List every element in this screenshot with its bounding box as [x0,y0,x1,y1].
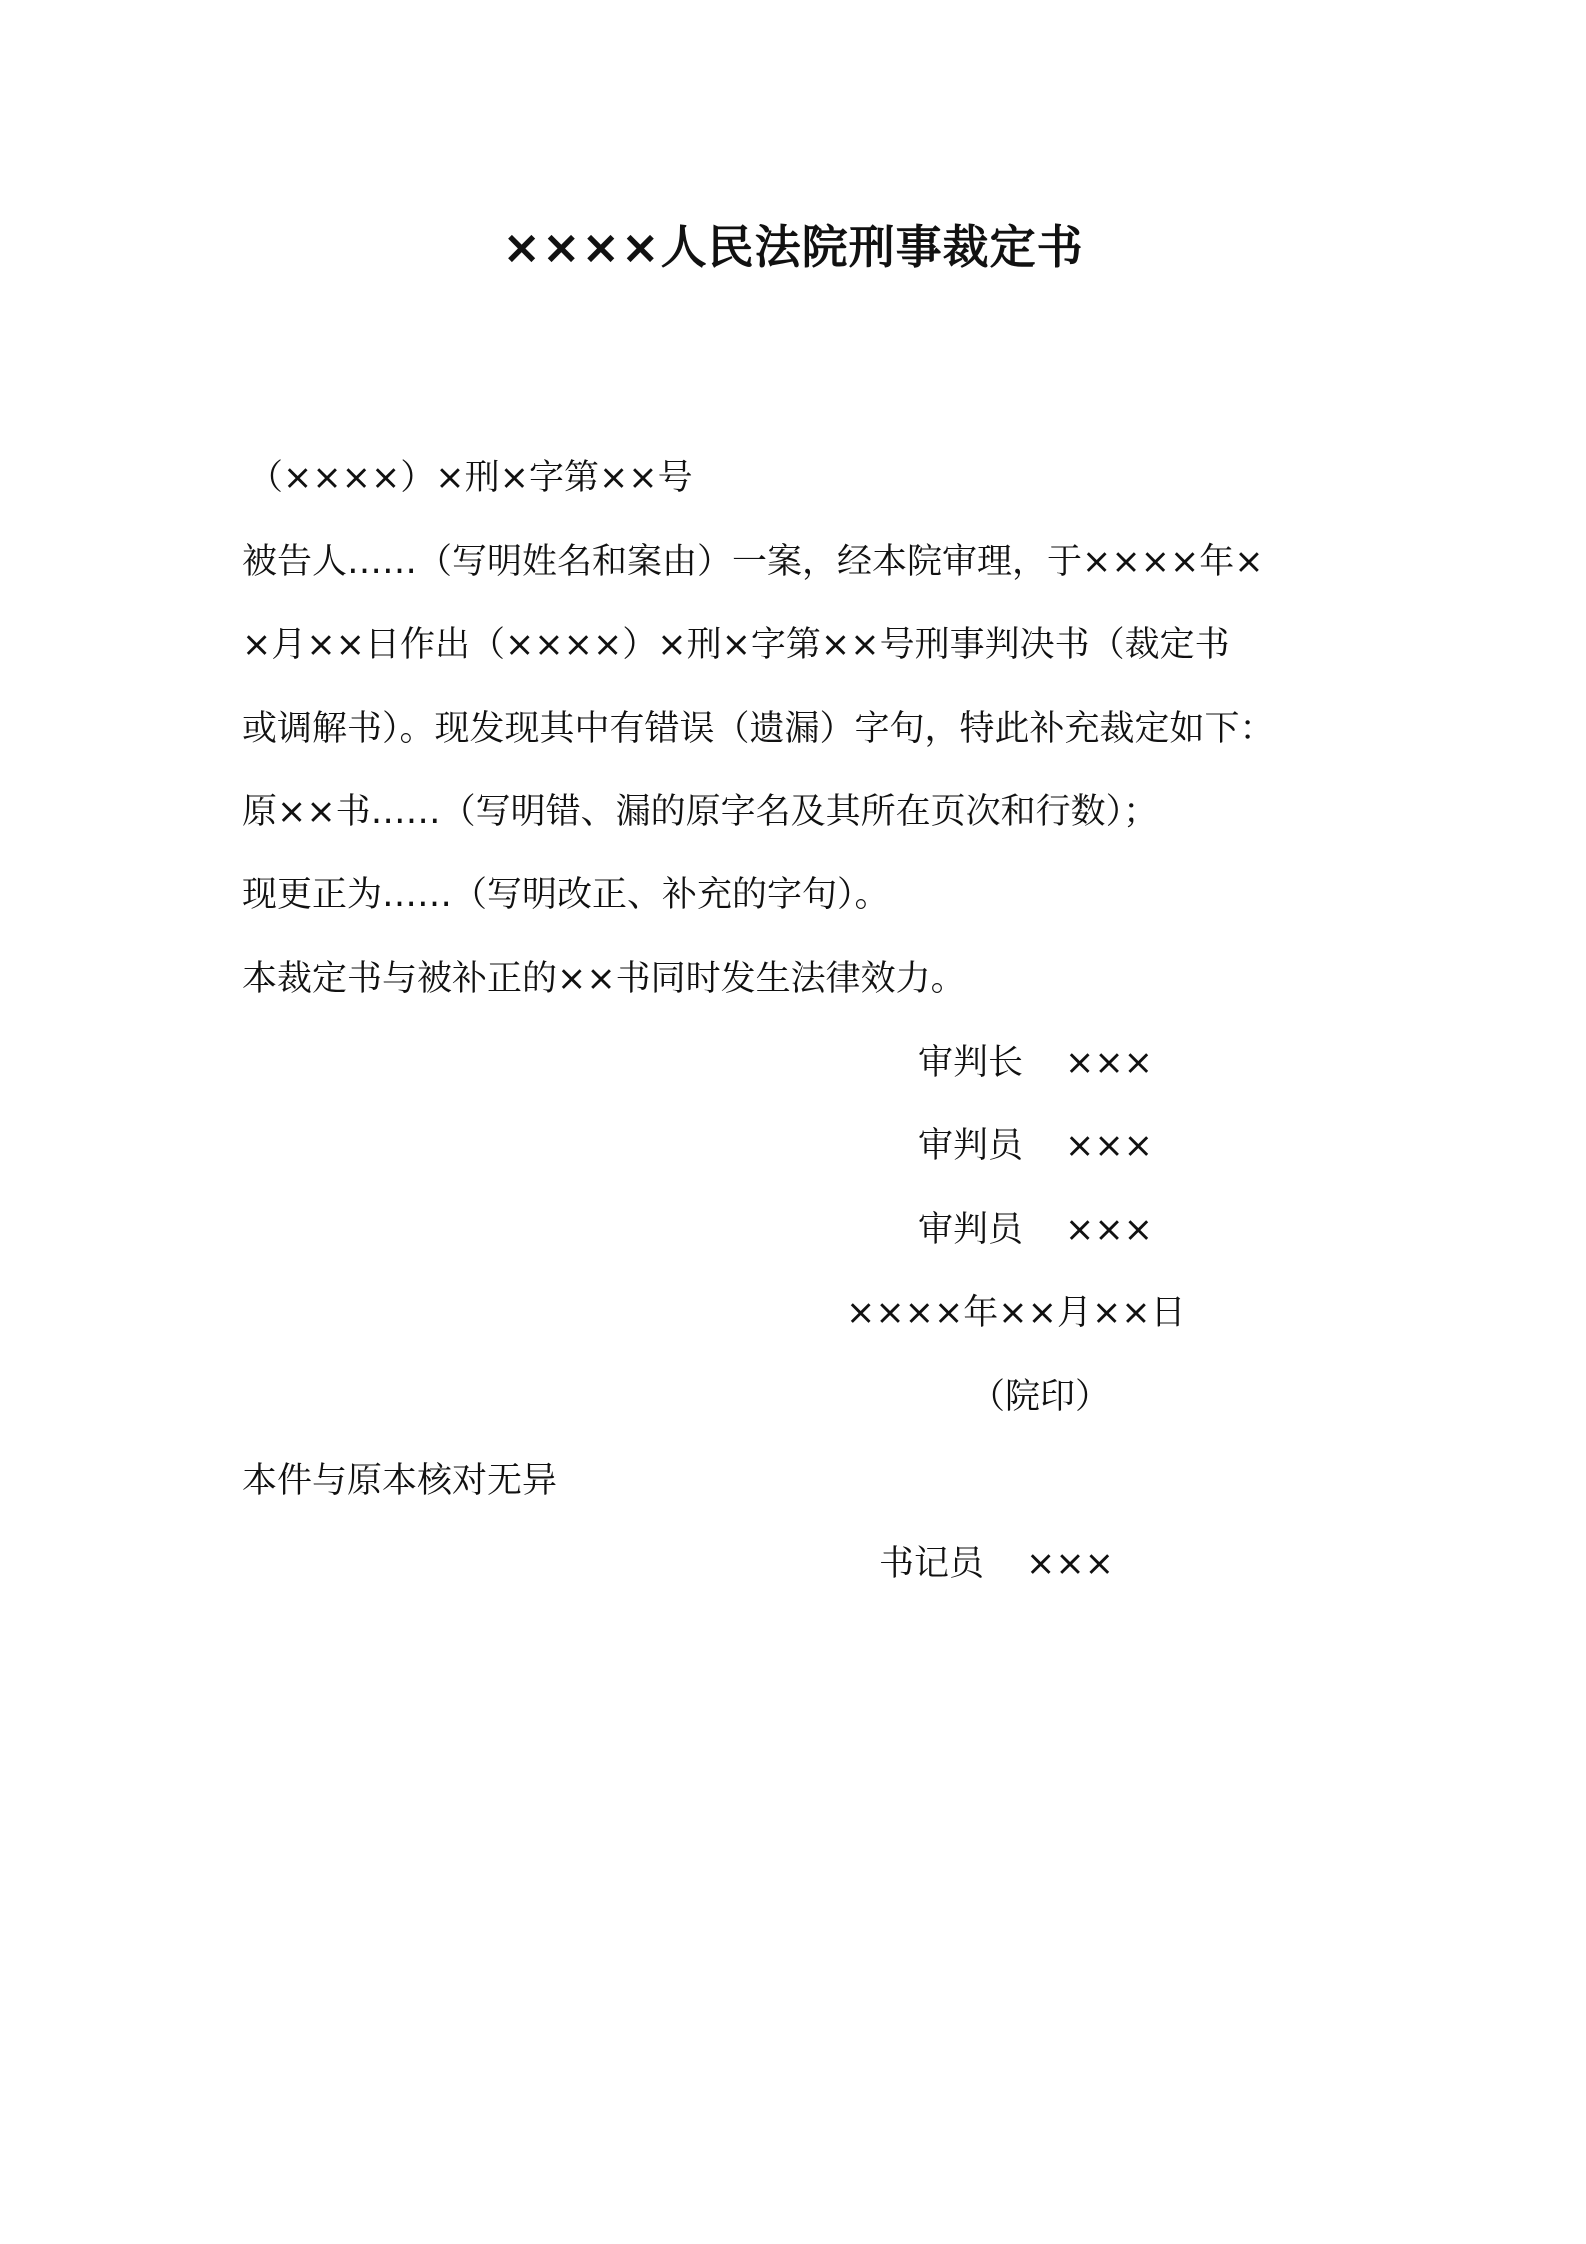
body-line: 本裁定书与被补正的××书同时发生法律效力。 [242,959,966,999]
case-number: （××××）×刑×字第××号 [248,458,693,498]
signature-name: ××× [1026,1544,1114,1584]
body-line: 原××书……（写明错、漏的原字名及其所在页次和行数）； [242,792,1159,832]
signature-role: 审判长 [918,1043,1024,1083]
signature-name: ××× [1065,1043,1153,1083]
signature-name: ××× [1065,1126,1153,1166]
body-line: 被告人……（写明姓名和案由）一案，经本院审理，于××××年× [242,542,1264,582]
signature-role: 审判员 [918,1210,1024,1250]
body-line: 现更正为……（写明改正、补充的字句）。 [242,875,890,915]
signature-role: 书记员 [879,1544,985,1584]
signature-clerk [879,1540,1114,1588]
signature-role: 审判员 [918,1126,1024,1166]
document-date: ××××年××月××日 [846,1293,1186,1333]
body-line: 或调解书）。现发现其中有错误（遗漏）字句，特此补充裁定如下： [242,709,1275,749]
verification-note: 本件与原本核对无异 [242,1461,558,1501]
signature-presiding-judge [918,1039,1153,1087]
signature-judge [918,1122,1153,1170]
signature-name: ××× [1065,1210,1153,1250]
document-title: ××××人民法院刑事裁定书 [502,220,1084,274]
signature-judge [918,1206,1153,1254]
body-line: ×月××日作出（××××）×刑×字第××号刑事判决书（裁定书 [242,625,1230,665]
court-seal: （院印） [970,1377,1111,1417]
